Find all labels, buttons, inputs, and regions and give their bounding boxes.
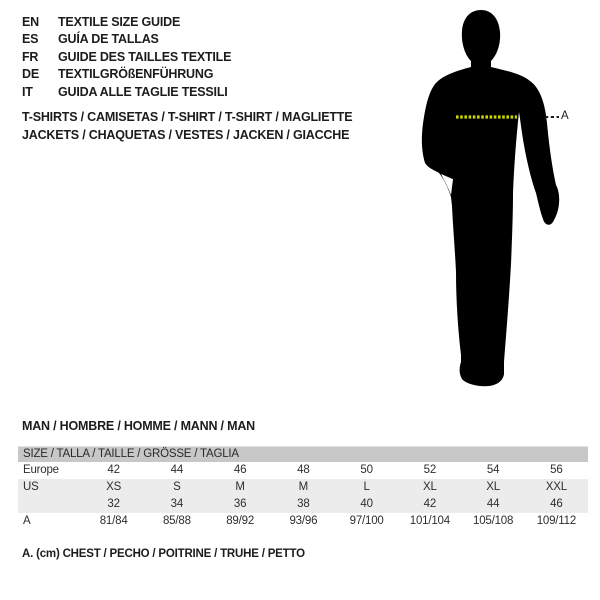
- language-row-de: [22, 66, 231, 84]
- language-title: GUÍA DE TALLAS: [58, 32, 159, 47]
- table-cell: 44: [486, 498, 500, 510]
- table-cell: XS: [106, 481, 122, 493]
- language-row-es: [22, 31, 231, 49]
- table-cell: 109/112: [536, 515, 577, 527]
- language-row-it: [22, 83, 231, 101]
- language-code: IT: [22, 84, 33, 99]
- table-cell: 56: [550, 464, 563, 476]
- table-row-europe: [18, 462, 588, 479]
- table-cell: L: [363, 481, 370, 493]
- table-cell: XL: [486, 481, 500, 493]
- table-cell: 50: [360, 464, 373, 476]
- table-cell: 32: [107, 498, 120, 510]
- table-cell: 44: [170, 464, 184, 476]
- section-title: MAN / HOMBRE / HOMME / MANN / MAN: [22, 419, 255, 433]
- table-cell: 42: [423, 498, 437, 510]
- table-cell: 48: [297, 464, 310, 476]
- language-code: DE: [22, 67, 39, 82]
- table-cell: 46: [233, 464, 247, 476]
- language-title: TEXTILE SIZE GUIDE: [58, 14, 181, 29]
- table-cell: 54: [486, 464, 500, 476]
- table-cell: S: [173, 481, 181, 493]
- table-cell: 36: [233, 498, 247, 510]
- size-table-header: SIZE / TALLA / TAILLE / GRÖSSE / TAGLIA: [18, 446, 588, 462]
- size-table: [18, 446, 588, 530]
- table-cell: XXL: [545, 481, 567, 493]
- language-code: ES: [22, 32, 39, 47]
- row-label: [18, 496, 82, 513]
- table-cell: 81/84: [99, 515, 128, 527]
- category-lines: [22, 109, 352, 144]
- language-row-fr: [22, 48, 231, 66]
- table-row-us: [18, 479, 588, 496]
- row-label: US: [23, 481, 39, 493]
- language-title: GUIDA ALLE TAGLIE TESSILI: [58, 84, 228, 99]
- language-code: FR: [22, 49, 39, 64]
- table-cell: 40: [360, 498, 373, 510]
- table-cell: 105/108: [473, 515, 514, 527]
- table-cell: 42: [107, 464, 120, 476]
- language-row-en: [22, 13, 231, 31]
- language-title: TEXTILGRÖßENFÜHRUNG: [58, 67, 214, 82]
- table-cell: XL: [423, 481, 437, 493]
- table-cell: 38: [297, 498, 310, 510]
- measurement-label-a: A: [561, 110, 569, 122]
- row-label: A: [23, 515, 31, 527]
- table-cell: 46: [550, 498, 563, 510]
- table-cell: 89/92: [226, 515, 255, 527]
- table-cell: 52: [423, 464, 437, 476]
- table-cell: M: [235, 481, 245, 493]
- table-row-us-numeric: [18, 496, 588, 513]
- category-line-tshirts: T-SHIRTS / CAMISETAS / T-SHIRT / T-SHIRT / MAGLIETTE: [22, 110, 353, 124]
- table-cell: 101/104: [409, 515, 450, 527]
- table-cell: 34: [170, 498, 184, 510]
- measurement-footnote: A. (cm) CHEST / PECHO / POITRINE / TRUHE / PETTO: [22, 548, 305, 560]
- table-cell: M: [298, 481, 309, 493]
- man-silhouette-path: [422, 10, 559, 386]
- table-cell: 93/96: [289, 515, 318, 527]
- table-cell: 85/88: [162, 515, 191, 527]
- table-cell: 97/100: [349, 515, 384, 527]
- row-label: Europe: [23, 464, 59, 476]
- language-list: [22, 13, 231, 101]
- man-silhouette-figure: [370, 5, 580, 395]
- language-code: EN: [22, 14, 39, 29]
- language-title: GUIDE DES TAILLES TEXTILE: [58, 49, 232, 64]
- man-silhouette-graphic: [370, 5, 580, 395]
- category-line-jackets: JACKETS / CHAQUETAS / VESTES / JACKEN / GIACCHE: [22, 127, 350, 142]
- table-row-chest-a: [18, 513, 588, 530]
